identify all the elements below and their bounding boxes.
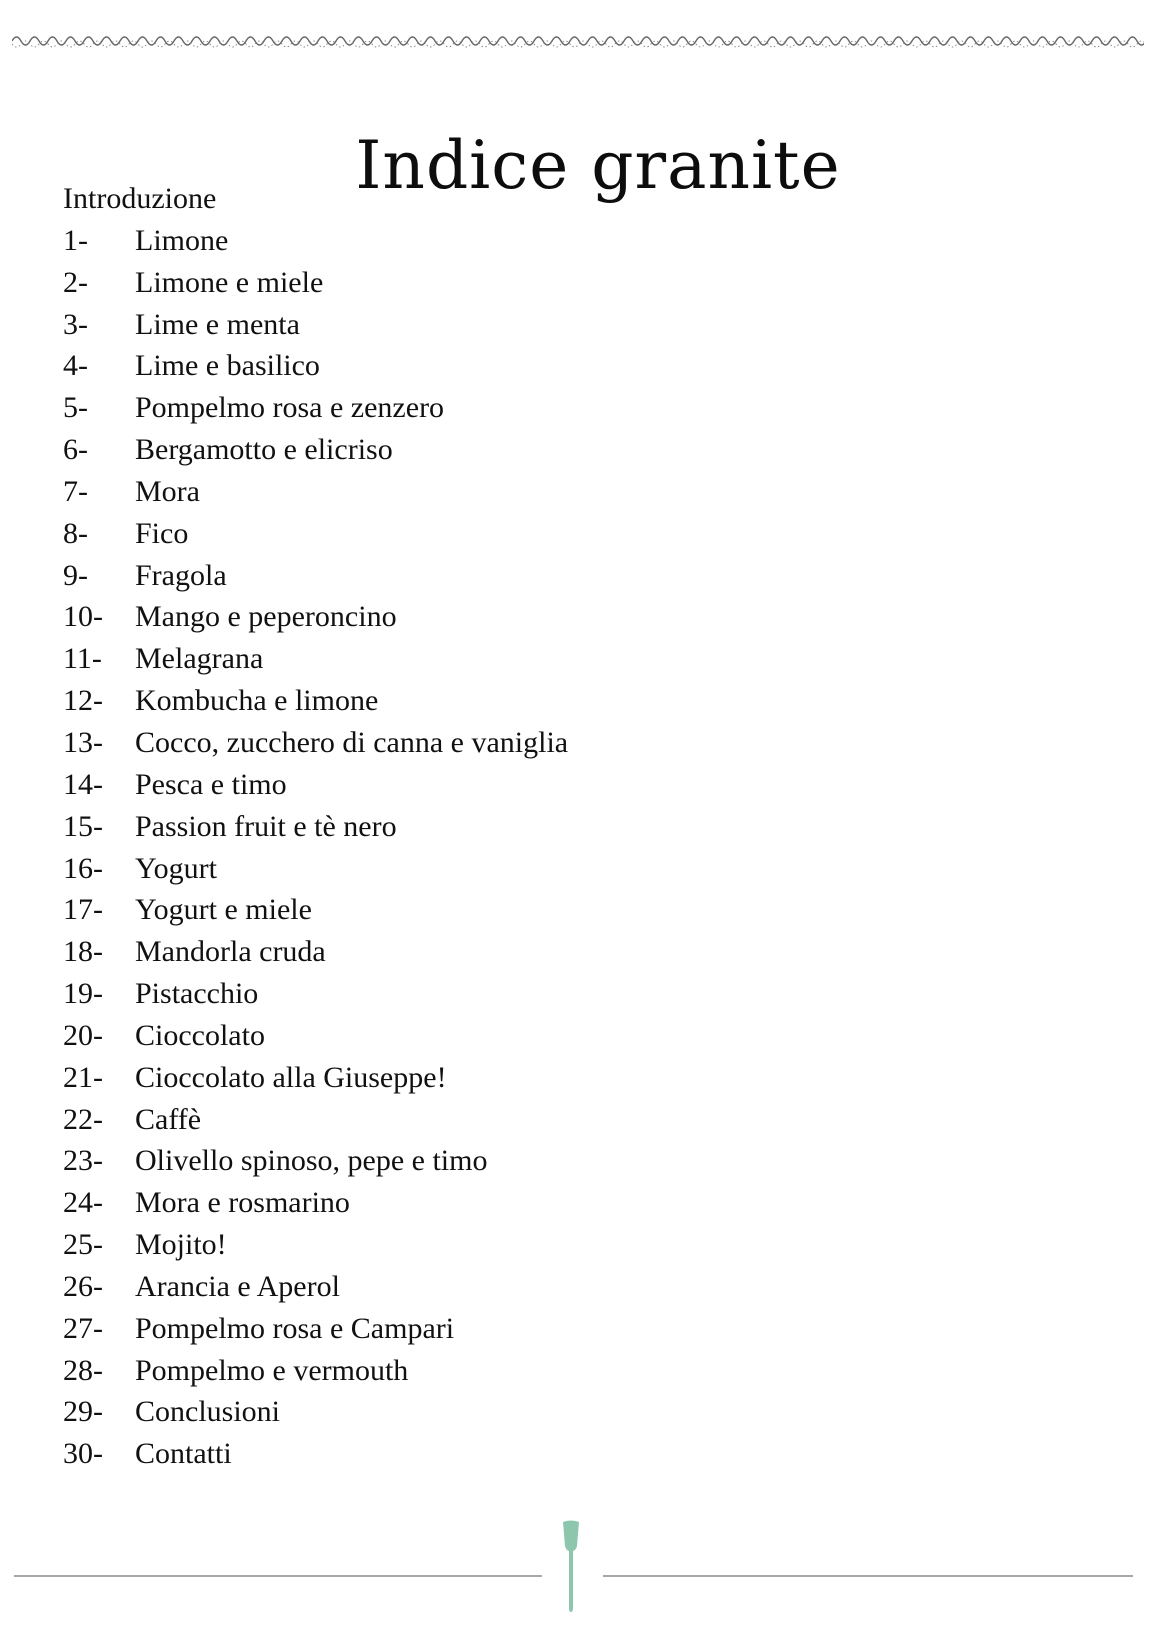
toc-item-number: 14-: [63, 767, 103, 801]
toc-item-number: 28-: [63, 1353, 103, 1387]
table-of-contents: [63, 178, 568, 1475]
toc-item: [63, 1015, 568, 1057]
toc-item-number: 26-: [63, 1269, 103, 1303]
toc-item: [63, 387, 568, 429]
toc-item-label: Olivello spinoso, pepe e timo: [135, 1144, 488, 1178]
toc-item: [63, 806, 568, 848]
toc-item: [63, 638, 568, 680]
page-title: Indice granite: [355, 127, 841, 205]
toc-item: [63, 555, 568, 597]
toc-item-number: 12-: [63, 684, 103, 718]
toc-item-number: 3-: [63, 307, 88, 341]
footer-divider-right: [603, 1575, 1133, 1577]
toc-item-label: Melagrana: [135, 642, 264, 676]
toc-item-label: Lime e basilico: [135, 349, 320, 383]
toc-item-label: Pompelmo rosa e Campari: [135, 1311, 455, 1345]
toc-item-number: 22-: [63, 1102, 103, 1136]
toc-item-number: 6-: [63, 433, 88, 467]
toc-item-label: Mandorla cruda: [135, 935, 326, 969]
toc-item: [63, 848, 568, 890]
toc-item-number: 24-: [63, 1186, 103, 1220]
toc-item-label: Yogurt: [135, 851, 217, 885]
toc-item: [63, 1099, 568, 1141]
toc-item-label: Mojito!: [135, 1228, 227, 1262]
toc-item: [63, 889, 568, 931]
toc-item-label: Fragola: [135, 558, 227, 592]
toc-item: [63, 429, 568, 471]
toc-item: [63, 1224, 568, 1266]
toc-item-number: 16-: [63, 851, 103, 885]
toc-item-label: Fico: [135, 516, 189, 550]
toc-item-number: 27-: [63, 1311, 103, 1345]
toc-item: [63, 1266, 568, 1308]
toc-item: [63, 973, 568, 1015]
toc-item-label: Mora: [135, 474, 200, 508]
toc-item-number: 1-: [63, 223, 88, 257]
toc-item-label: Pompelmo e vermouth: [135, 1353, 409, 1387]
toc-item-number: 25-: [63, 1228, 103, 1262]
toc-item: [63, 680, 568, 722]
toc-item-number: 15-: [63, 809, 103, 843]
toc-item-label: Conclusioni: [135, 1395, 281, 1429]
toc-item: [63, 1433, 568, 1475]
toc-item: [63, 345, 568, 387]
toc-item-label: Pompelmo rosa e zenzero: [135, 391, 445, 425]
toc-item-number: 4-: [63, 349, 88, 383]
toc-item: [63, 1182, 568, 1224]
toc-item: [63, 764, 568, 806]
toc-item-label: Pistacchio: [135, 977, 259, 1011]
toc-item-label: Mora e rosmarino: [135, 1186, 350, 1220]
spoon-icon: [559, 1520, 583, 1614]
toc-item: [63, 1308, 568, 1350]
toc-item: [63, 471, 568, 513]
toc-item-label: Pesca e timo: [135, 767, 287, 801]
toc-item: [63, 1391, 568, 1433]
toc-item-number: 2-: [63, 265, 88, 299]
toc-item: [63, 722, 568, 764]
toc-item-number: 20-: [63, 1018, 103, 1052]
toc-item-number: 29-: [63, 1395, 103, 1429]
toc-item-label: Lime e menta: [135, 307, 300, 341]
toc-item-number: 9-: [63, 558, 88, 592]
toc-item-number: 30-: [63, 1437, 103, 1471]
toc-item: [63, 220, 568, 262]
toc-item: [63, 931, 568, 973]
toc-item: [63, 262, 568, 304]
toc-item-label: Arancia e Aperol: [135, 1269, 340, 1303]
toc-item-number: 17-: [63, 893, 103, 927]
wavy-border-ornament: [12, 30, 1144, 52]
toc-item-label: Mango e peperoncino: [135, 600, 397, 634]
toc-item-label: Cioccolato: [135, 1018, 265, 1052]
toc-item: [63, 1057, 568, 1099]
toc-item-number: 5-: [63, 391, 88, 425]
footer-divider-left: [14, 1575, 542, 1577]
toc-item-number: 18-: [63, 935, 103, 969]
toc-item-number: 21-: [63, 1060, 103, 1094]
toc-item-number: 10-: [63, 600, 103, 634]
toc-item-label: Limone e miele: [135, 265, 324, 299]
toc-item-label: Kombucha e limone: [135, 684, 379, 718]
toc-item-label: Contatti: [135, 1437, 232, 1471]
toc-item-number: 11-: [63, 642, 102, 676]
toc-item: [63, 304, 568, 346]
toc-item-number: 23-: [63, 1144, 103, 1178]
toc-item-number: 13-: [63, 725, 103, 759]
toc-item: [63, 1140, 568, 1182]
footer: [0, 1520, 1156, 1620]
toc-item-label: Limone: [135, 223, 229, 257]
toc-item-label: Bergamotto e elicriso: [135, 433, 393, 467]
toc-intro: Introduzione: [63, 182, 217, 215]
toc-item-number: 19-: [63, 977, 103, 1011]
toc-item-number: 8-: [63, 516, 88, 550]
toc-item-label: Cioccolato alla Giuseppe!: [135, 1060, 447, 1094]
toc-item: [63, 513, 568, 555]
toc-item-label: Passion fruit e tè nero: [135, 809, 397, 843]
toc-item: [63, 1350, 568, 1392]
toc-item-label: Cocco, zucchero di canna e vaniglia: [135, 725, 569, 759]
toc-item-label: Caffè: [135, 1102, 202, 1136]
toc-item-number: 7-: [63, 474, 88, 508]
toc-item-label: Yogurt e miele: [135, 893, 312, 927]
toc-item: [63, 596, 568, 638]
